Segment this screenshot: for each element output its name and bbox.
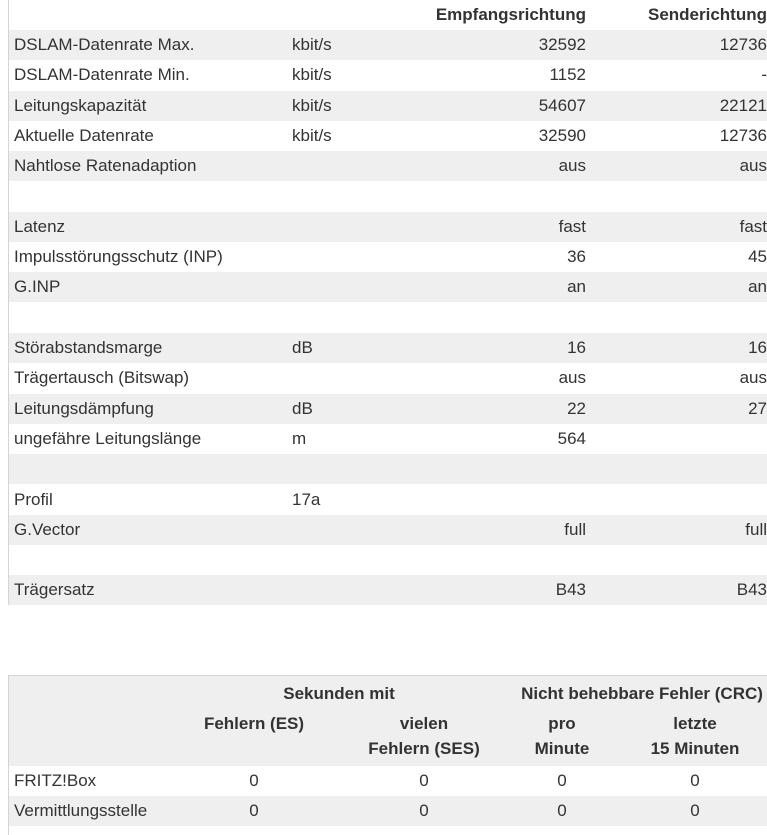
receive-value: 54607 <box>538 95 586 115</box>
table-row <box>9 515 767 545</box>
row-label: DSLAM-Datenrate Min. <box>14 65 190 85</box>
table-row <box>9 796 767 826</box>
header-send-direction: Senderichtung <box>647 5 767 24</box>
table-spacer-row <box>9 303 767 333</box>
row-unit: kbit/s <box>292 125 332 145</box>
table-row <box>9 91 767 121</box>
table-row <box>9 121 767 151</box>
table-row <box>9 333 767 363</box>
row-unit: dB <box>292 398 313 418</box>
header-per-minute-line2: Minute <box>534 739 590 758</box>
header-last-15-line2: 15 Minuten <box>650 739 740 758</box>
table-row <box>9 575 767 605</box>
row-label: ungefähre Leitungslänge <box>14 428 202 448</box>
es-value: 0 <box>249 801 259 820</box>
row-label: Nahtlose Ratenadaption <box>14 156 197 176</box>
ses-value: 0 <box>419 771 429 790</box>
row-label: Aktuelle Datenrate <box>14 125 154 145</box>
row-label: FRITZ!Box <box>14 771 97 790</box>
row-label: DSLAM-Datenrate Max. <box>14 35 195 54</box>
table-row <box>9 30 767 60</box>
header-group-seconds: Sekunden mit <box>283 684 395 703</box>
row-unit: kbit/s <box>292 35 332 54</box>
send-value: 16 <box>748 338 767 357</box>
table-row <box>9 60 767 90</box>
table-row <box>9 766 767 796</box>
row-label: Leitungskapazität <box>14 95 147 115</box>
table-header-row <box>9 0 767 30</box>
row-label: Latenz <box>14 216 66 236</box>
crc-15-min-value: 0 <box>690 771 700 790</box>
table-row <box>9 485 767 515</box>
row-label: G.Vector <box>14 519 81 539</box>
send-value: - <box>761 65 767 85</box>
receive-value: aus <box>558 368 586 388</box>
table-row <box>9 242 767 272</box>
send-value: 12736 <box>719 125 767 145</box>
crc-per-minute-value: 0 <box>557 771 567 790</box>
receive-value: 32592 <box>538 35 586 54</box>
table-row <box>9 212 767 242</box>
table-spacer-row <box>9 454 767 484</box>
row-label: Profil <box>14 489 53 509</box>
es-value: 0 <box>249 771 259 790</box>
send-value: aus <box>739 156 767 176</box>
row-unit: kbit/s <box>292 95 332 115</box>
row-label: Trägersatz <box>14 580 95 600</box>
send-value: 22121 <box>719 95 767 115</box>
dsl-line-table <box>8 0 767 605</box>
header-last-15-line1: letzte <box>673 714 717 733</box>
send-value: fast <box>739 216 767 236</box>
receive-value: 32590 <box>538 125 586 145</box>
send-value: aus <box>739 368 767 388</box>
row-unit: kbit/s <box>292 65 332 85</box>
row-label: Trägertausch (Bitswap) <box>14 368 190 388</box>
row-label: Störabstandsmarge <box>14 338 163 357</box>
header-ses-line1: vielen <box>399 714 449 733</box>
table-row <box>9 424 767 454</box>
header-per-minute-line1: pro <box>548 714 576 733</box>
ses-value: 0 <box>419 801 429 820</box>
row-unit: dB <box>292 338 313 357</box>
crc-15-min-value: 0 <box>690 801 700 820</box>
error-statistics-table <box>8 675 767 835</box>
table-row <box>9 394 767 424</box>
receive-value: an <box>567 277 586 297</box>
receive-value: 1152 <box>549 65 586 85</box>
receive-value: 564 <box>557 428 586 448</box>
row-label: Impulsstörungsschutz (INP) <box>14 247 223 267</box>
send-value: 12736 <box>719 35 767 54</box>
header-receive-direction: Empfangsrichtung <box>435 5 586 24</box>
table-row <box>9 272 767 302</box>
receive-value: 36 <box>567 247 586 267</box>
table-spacer-row <box>9 182 767 212</box>
header-group-crc: Nicht behebbare Fehler (CRC) <box>521 684 763 703</box>
header-es: Fehlern (ES) <box>203 714 305 733</box>
send-value: B43 <box>736 580 767 600</box>
receive-value: fast <box>558 216 586 236</box>
send-value: an <box>748 277 767 297</box>
table-spacer-row <box>9 545 767 575</box>
row-unit: 17a <box>292 489 321 509</box>
table-row <box>9 363 767 393</box>
row-label: G.INP <box>14 277 61 297</box>
table-row <box>9 151 767 181</box>
receive-value: B43 <box>555 580 586 600</box>
header-ses-line2: Fehlern (SES) <box>368 739 480 758</box>
receive-value: 16 <box>567 338 586 357</box>
row-label: Leitungsdämpfung <box>14 398 154 418</box>
receive-value: 22 <box>567 398 586 418</box>
receive-value: aus <box>558 156 586 176</box>
receive-value: full <box>564 519 586 539</box>
crc-per-minute-value: 0 <box>557 801 567 820</box>
row-label: Vermittlungsstelle <box>14 801 148 820</box>
send-value: 27 <box>748 398 767 418</box>
row-unit: m <box>292 428 307 448</box>
send-value: 45 <box>748 247 767 267</box>
send-value: full <box>745 519 767 539</box>
